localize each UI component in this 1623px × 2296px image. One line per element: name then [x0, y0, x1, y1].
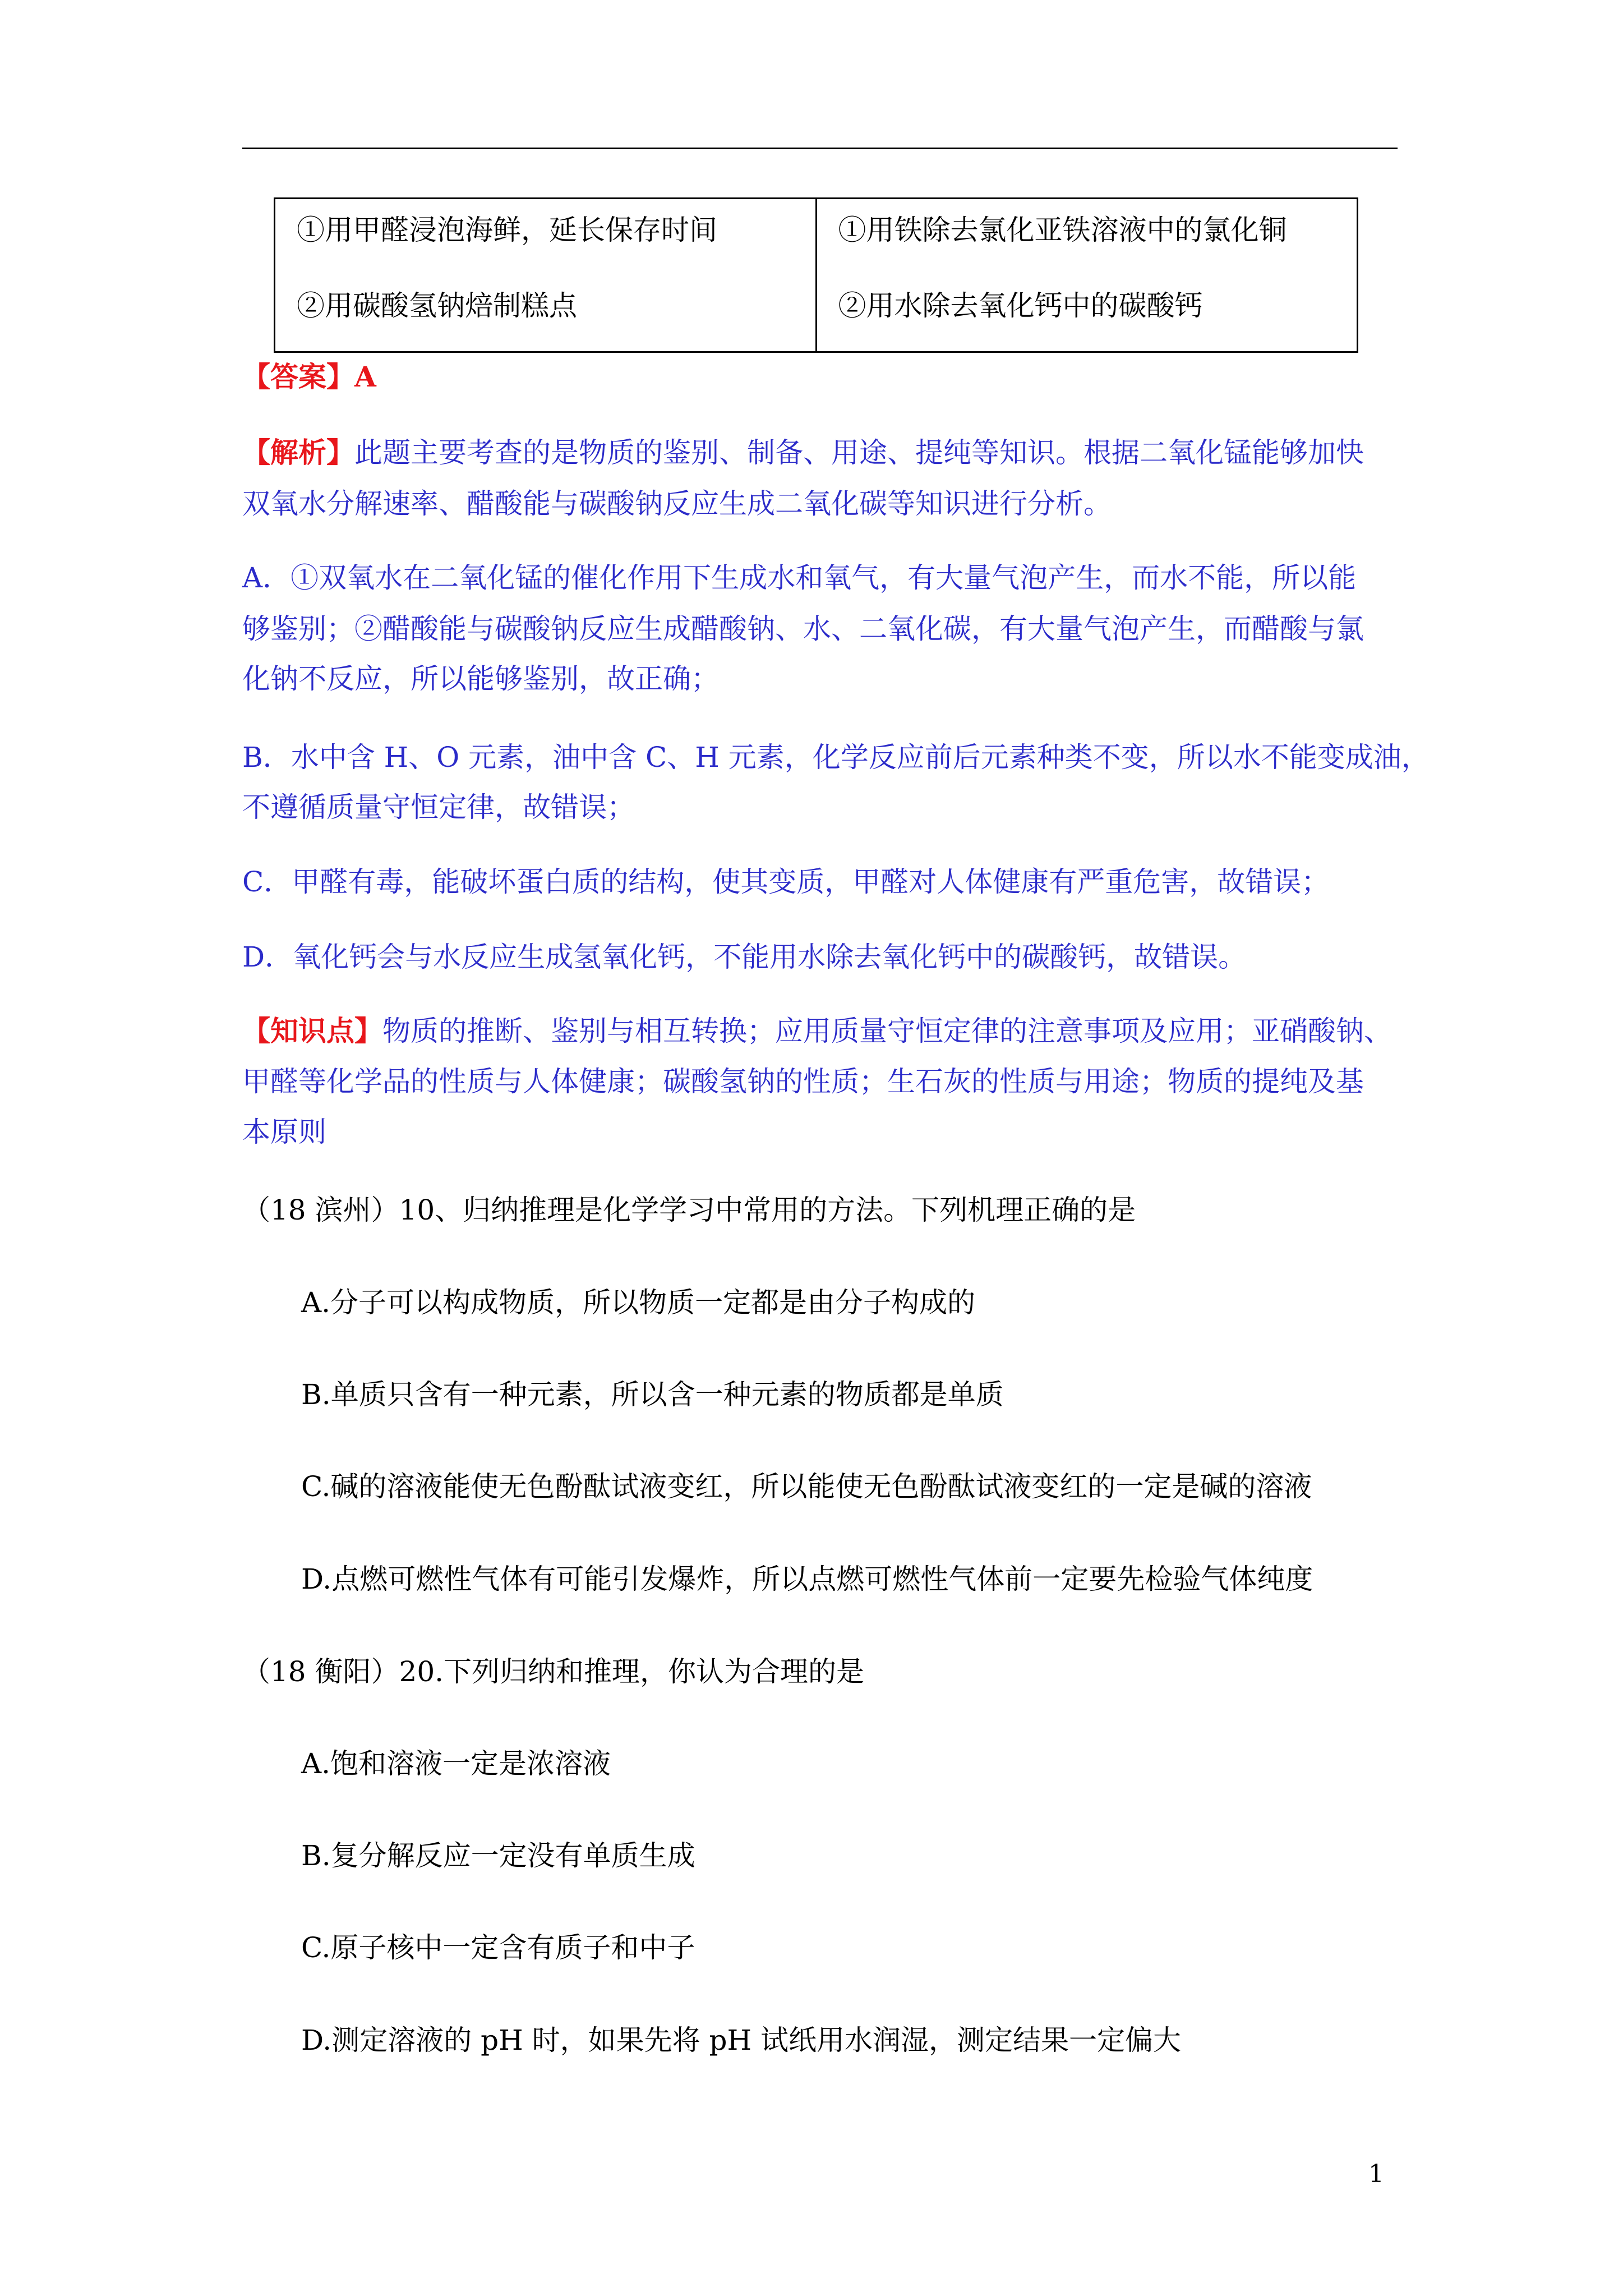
- question-option: C.碱的溶液能使无色酚酞试液变红，所以能使无色酚酞试液变红的一定是碱的溶液: [301, 1470, 1312, 1503]
- knowledge-text: 物质的推断、鉴别与相互转换；应用质量守恒定律的注意事项及应用；亚硝酸钠、: [382, 1015, 1392, 1047]
- question-option: C.原子核中一定含有质子和中子: [301, 1931, 695, 1964]
- analysis-text: 此题主要考查的是物质的鉴别、制备、用途、提纯等知识。根据二氧化锰能够加快: [354, 436, 1364, 469]
- option-b-analysis: 不遵循质量守恒定律，故错误；: [242, 791, 635, 823]
- table-cell-right: [816, 199, 1358, 352]
- analysis-label: 【解析】: [242, 436, 354, 469]
- option-b-analysis: B．水中含 H、O 元素，油中含 C、H 元素，化学反应前后元素种类不变，所以水不能变成油，: [242, 741, 1430, 774]
- knowledge-label: 【知识点】: [242, 1014, 382, 1047]
- option-d-analysis: D．氧化钙会与水反应生成氢氧化钙，不能用水除去氧化钙中的碳酸钙，故错误。: [242, 941, 1247, 973]
- question-option: D.点燃可燃性气体有可能引发爆炸，所以点燃可燃性气体前一定要先检验气体纯度: [301, 1563, 1313, 1595]
- knowledge-line: [242, 1009, 1392, 1053]
- options-table: [274, 197, 1358, 353]
- header-rule: [242, 148, 1398, 149]
- question-option: A.分子可以构成物质，所以物质一定都是由分子构成的: [301, 1286, 976, 1319]
- knowledge-line: 甲醛等化学品的性质与人体健康；碳酸氢钠的性质；生石灰的性质与用途；物质的提纯及基: [242, 1065, 1364, 1098]
- cell-line: ①用甲醛浸泡海鲜，延长保存时间: [297, 214, 717, 246]
- table-cell-left: [275, 199, 817, 352]
- question-option: A.饱和溶液一定是浓溶液: [301, 1747, 611, 1780]
- cell-line: ①用铁除去氯化亚铁溶液中的氯化铜: [838, 214, 1287, 246]
- question-option: D.测定溶液的 pH 时，如果先将 pH 试纸用水润湿，测定结果一定偏大: [301, 2024, 1181, 2056]
- analysis-line: 双氧水分解速率、醋酸能与碳酸钠反应生成二氧化碳等知识进行分析。: [242, 487, 1112, 520]
- page-number: 1: [1368, 2160, 1384, 2188]
- answer-line: [242, 355, 376, 399]
- question-stem: （18 滨州）10、归纳推理是化学学习中常用的方法。下列机理正确的是: [242, 1194, 1136, 1226]
- cell-line: ②用碳酸氢钠焙制糕点: [297, 289, 577, 322]
- answer-value: A: [354, 360, 376, 393]
- question-option: B.复分解反应一定没有单质生成: [301, 1839, 695, 1872]
- option-a-analysis: A．①双氧水在二氧化锰的催化作用下生成水和氧气，有大量气泡产生，而水不能，所以能: [242, 562, 1357, 594]
- question-stem: （18 衡阳）20.下列归纳和推理，你认为合理的是: [242, 1655, 865, 1688]
- answer-label: 【答案】: [242, 360, 354, 393]
- option-a-analysis: 化钠不反应，所以能够鉴别，故正确；: [242, 662, 719, 695]
- cell-line: ②用水除去氧化钙中的碳酸钙: [838, 289, 1203, 322]
- analysis-line: [242, 430, 1364, 475]
- knowledge-line: 本原则: [242, 1116, 326, 1148]
- option-a-analysis: 够鉴别；②醋酸能与碳酸钠反应生成醋酸钠、水、二氧化碳，有大量气泡产生，而醋酸与氯: [242, 613, 1364, 645]
- option-c-analysis: C．甲醛有毒，能破坏蛋白质的结构，使其变质，甲醛对人体健康有严重危害，故错误；: [242, 866, 1330, 898]
- question-option: B.单质只含有一种元素，所以含一种元素的物质都是单质: [301, 1378, 1004, 1411]
